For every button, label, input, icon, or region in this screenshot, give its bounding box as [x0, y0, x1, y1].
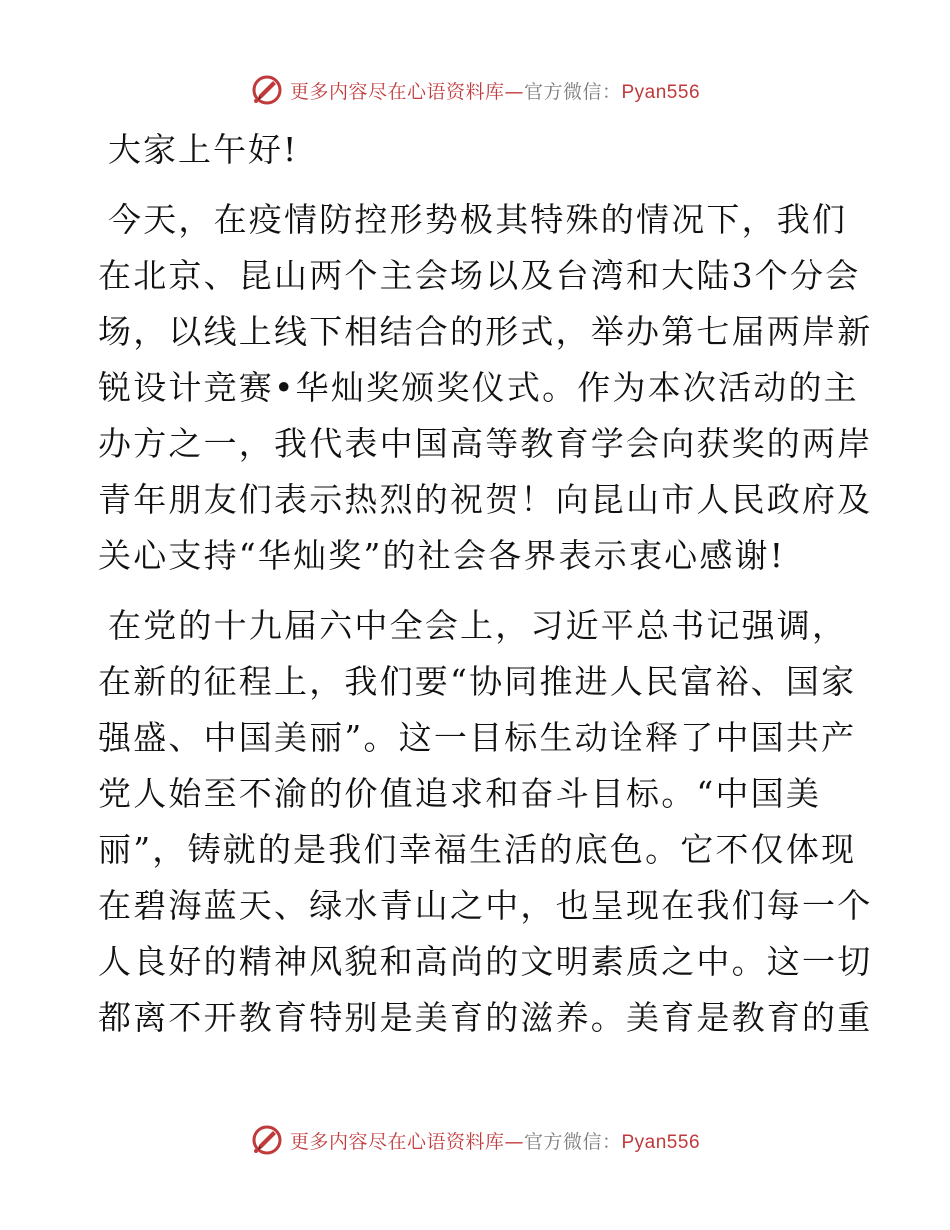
text-line: 在新的征程上，我们要“协同推进人民富裕、国家 [98, 662, 857, 701]
watermark-wechat-id: Pyan556 [621, 1131, 701, 1153]
text-line: 党人始至不渝的价值追求和奋斗目标。“中国美 [98, 774, 822, 813]
greeting: 大家上午好! [108, 130, 299, 169]
footer-watermark [0, 1120, 950, 1160]
text-line: 场，以线上线下相结合的形式，举办第七届两岸新 [98, 312, 873, 351]
paragraph-2 [98, 598, 873, 1046]
text-line: 青年朋友们表示热烈的祝贺！向昆山市人民政府及 [98, 480, 873, 519]
text-line: 丽”，铸就的是我们幸福生活的底色。它不仅体现 [98, 830, 857, 869]
watermark-dash: — [504, 1130, 524, 1153]
header-watermark [0, 70, 950, 110]
paragraph-1 [98, 192, 873, 584]
text-line: 在碧海蓝天、绿水青山之中，也呈现在我们每一个 [98, 886, 873, 925]
watermark-text [290, 1127, 700, 1154]
watermark-wechat-id: Pyan556 [621, 81, 701, 103]
text-line: 强盛、中国美丽”。这一目标生动诠释了中国共产 [98, 718, 857, 757]
text-line: 人良好的精神风貌和高尚的文明素质之中。这一切 [98, 942, 873, 981]
text-line: 都离不开教育特别是美育的滋养。美育是教育的重 [98, 998, 873, 1037]
watermark-text [290, 77, 700, 104]
logo-icon [250, 1123, 284, 1157]
watermark-dash: — [504, 80, 524, 103]
watermark-label: 官方微信： [523, 80, 622, 103]
text-line: 在北京、昆山两个主会场以及台湾和大陆3个分会 [98, 256, 861, 295]
text-line: 锐设计竞赛•华灿奖颁奖仪式。作为本次活动的主 [98, 368, 859, 407]
watermark-label: 官方微信： [523, 1130, 622, 1153]
logo-icon [250, 73, 284, 107]
watermark-brand: 更多内容尽在心语资料库 [289, 1130, 505, 1153]
watermark-brand: 更多内容尽在心语资料库 [289, 80, 505, 103]
text-line: 办方之一，我代表中国高等教育学会向获奖的两岸 [98, 424, 873, 463]
text-line: 关心支持“华灿奖”的社会各界表示衷心感谢! [98, 536, 786, 575]
text-line: 在党的十九届六中全会上，习近平总书记强调， [108, 606, 848, 645]
text-line: 今天，在疫情防控形势极其特殊的情况下，我们 [108, 200, 848, 239]
document-body [98, 122, 873, 1060]
